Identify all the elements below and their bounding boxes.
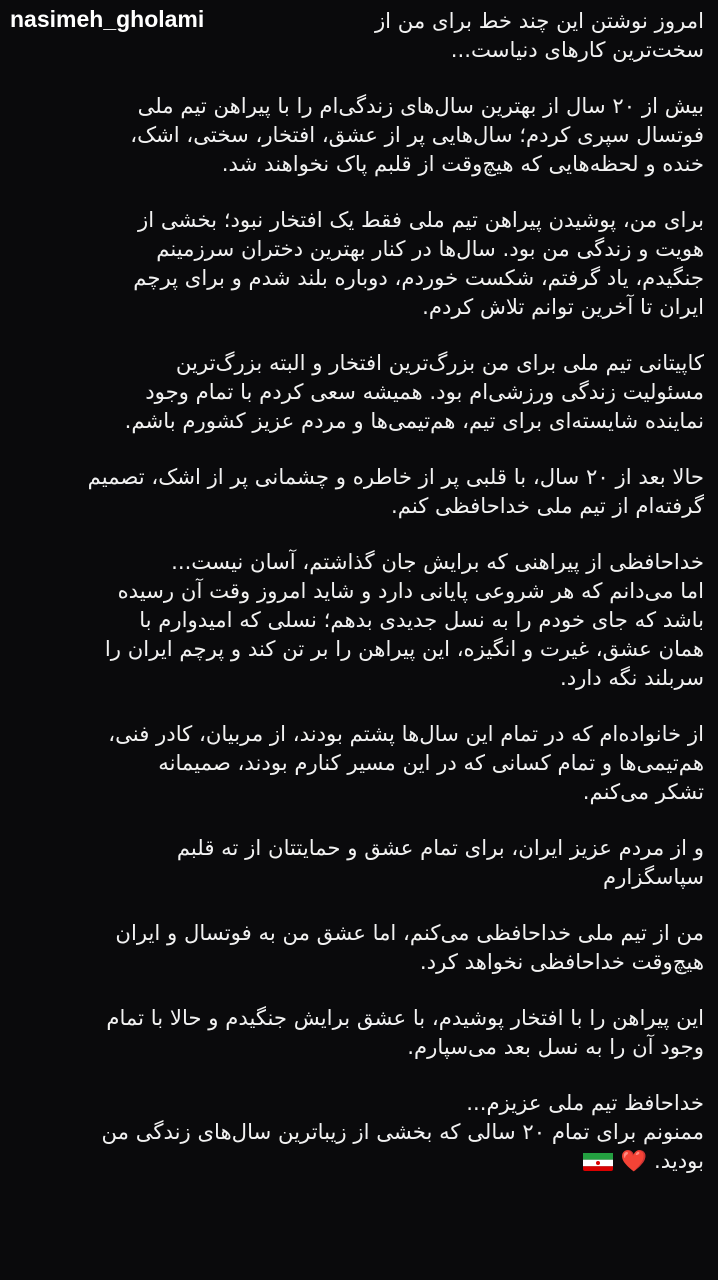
caption-paragraph: برای من، پوشیدن پیراهن تیم ملی فقط یک افتخار نبود؛ بخشی از هویت و زندگی من بود. سال‌ها در کنار بهترین دختران سرزمینم جنگیدم، یاد گرفتم، شکست خوردم، دوباره بلند شدم و برای پرچم ایران تا آخرین توانم تلاش کردم. — [133, 207, 704, 319]
caption-paragraph: این پیراهن را با افتخار پوشیدم، با عشق برایش جنگیدم و حالا با تمام وجود آن را به نسل بعد می‌سپارم. — [106, 1005, 704, 1059]
caption-paragraph: و از مردم عزیز ایران، برای تمام عشق و حمایتتان از ته قلبم سپاسگزارم — [176, 835, 704, 889]
closing-text: خداحافظ تیم ملی عزیزم... ممنونم برای تمام ۲۰ سالی که بخشی از زیباترین سال‌های زندگی من بودید. — [101, 1090, 704, 1173]
caption-paragraph: حالا بعد از ۲۰ سال، با قلبی پر از خاطره و چشمانی پر از اشک، تصمیم گرفته‌ام از تیم ملی خداحافظی کنم. — [87, 464, 704, 518]
username[interactable]: nasimeh_gholami — [10, 6, 205, 32]
caption-paragraph: امروز نوشتن این چند خط برای من از سخت‌ترین کارهای دنیاست... — [374, 8, 704, 62]
caption-paragraph: از خانواده‌ام که در تمام این سال‌ها پشتم بودند، از مربیان، کادر فنی، هم‌تیمی‌ها و تمام کسانی که در این مسیر کنارم بودند، صمیمانه تشکر می‌کنم. — [108, 721, 704, 804]
caption-paragraph: بیش از ۲۰ سال از بهترین سال‌های زندگی‌ام را با پیراهن تیم ملی فوتسال سپری کردم؛ سال‌هایی پر از عشق، افتخار، سختی، اشک، خنده و لحظه‌هایی که هیچ‌وقت از قلبم پاک نخواهند شد. — [130, 93, 704, 176]
heart-icon: ❤️ — [620, 1148, 648, 1173]
caption-paragraph: کاپیتانی تیم ملی برای من بزرگ‌ترین افتخار و البته بزرگ‌ترین مسئولیت زندگی ورزشی‌ام بود. همیشه سعی کردم با تمام وجود نماینده شایسته‌ای برای تیم، هم‌تیمی‌ها و مردم عزیز کشورم باشم. — [124, 350, 704, 433]
post-caption — [44, 6, 704, 1175]
iran-flag-icon — [583, 1151, 613, 1171]
caption-paragraph: خداحافظی از پیراهنی که برایش جان گذاشتم، آسان نیست... اما می‌دانم که هر شروعی پایانی دارد و شاید امروز وقت آن رسیده باشد که جای خودم را به نسل جدیدی بدهم؛ نسلی که امیدوارم با همان عشق، غیرت و انگیزه، این پیراهن را بر تن کند و پرچم ایران را سربلند نگه دارد. — [104, 549, 704, 690]
caption-paragraph: من از تیم ملی خداحافظی می‌کنم، اما عشق من به فوتسال و ایران هیچ‌وقت خداحافظی نخواهد کرد. — [115, 920, 704, 974]
caption-closing — [44, 1088, 704, 1175]
